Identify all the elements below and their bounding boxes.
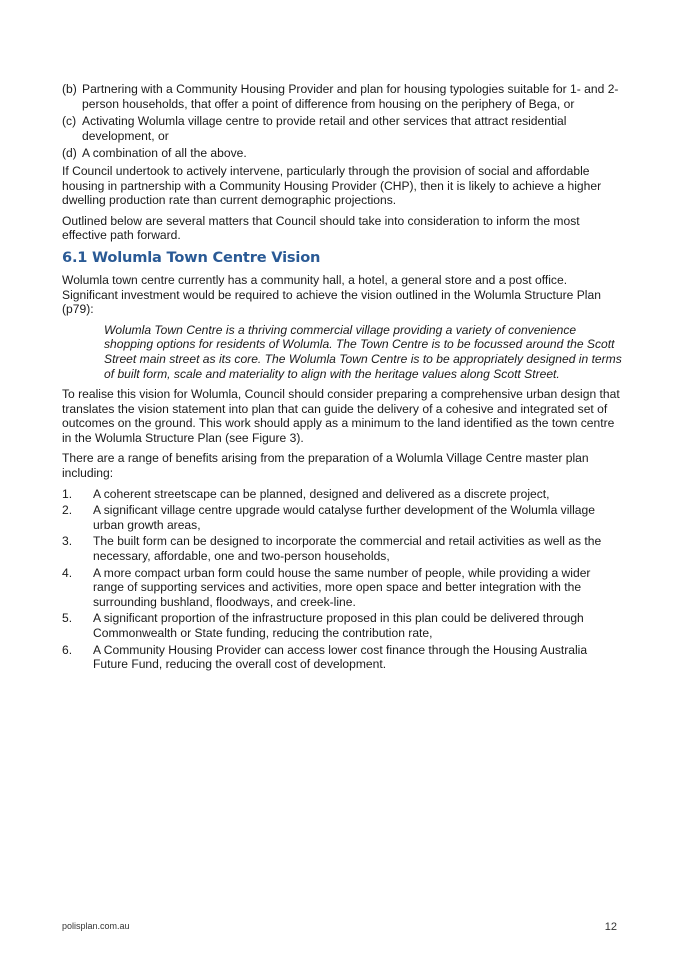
list-marker: 2. — [62, 503, 73, 518]
list-item-text: A combination of all the above. — [82, 146, 247, 161]
paragraph-benefits: There are a range of benefits arising from the preparation of a Wolumla Village Centre master plan including: — [62, 451, 589, 481]
section-title: Wolumla Town Centre Vision — [92, 248, 321, 266]
list-marker: 1. — [62, 486, 73, 501]
list-item-text: A Community Housing Provider can access lower cost finance through the Housing Australia Future Fund, reducing the overall cost of development. — [93, 642, 588, 672]
list-marker: (b) — [62, 82, 77, 96]
list-item — [62, 566, 622, 610]
list-item-text: A significant village centre upgrade would catalyse further development of the Wolumla village urban growth areas, — [93, 503, 595, 532]
list-item-text: A significant proportion of the infrastructure proposed in this plan could be delivered through Commonwealth or State funding, reducing the contribution rate, — [93, 611, 584, 640]
vision-quote: Wolumla Town Centre is a thriving commercial village providing a variety of convenience shopping options for residents of Wolumla. The Town Centre is to be focussed around the Scott Street main street as its core. The Wolumla Town Centre is to be appropriately designed in terms of built form, scale and materiality to align with the heritage values along Scott Street. — [104, 322, 622, 381]
list-item — [62, 503, 622, 532]
paragraph-outline: Outlined below are several matters that Council should take into consideration to inform the most effective path forward. — [62, 213, 580, 243]
list-item — [62, 146, 622, 161]
list-item-text: A coherent streetscape can be planned, designed and delivered as a discrete project, — [93, 486, 550, 501]
list-item — [62, 611, 622, 640]
options-list — [62, 82, 622, 161]
list-item — [62, 534, 622, 563]
benefits-list — [62, 487, 622, 672]
footer-website: polisplan.com.au — [62, 921, 130, 931]
paragraph-town-centre: Wolumla town centre currently has a community hall, a hotel, a general store and a post office. Significant investment would be required to achieve the vision outlined in the Wolumla Structure Plan (p79): — [62, 272, 601, 317]
section-heading — [62, 249, 622, 267]
list-item — [62, 643, 622, 672]
list-marker: 5. — [62, 611, 73, 626]
list-item-text: The built form can be designed to incorporate the commercial and retail activities as well as the necessary, affordable, one and two-person households, — [93, 534, 602, 564]
list-item — [62, 487, 622, 502]
list-marker: 3. — [62, 534, 73, 549]
list-item-text: Activating Wolumla village centre to provide retail and other services that attract residential development, or — [82, 114, 567, 143]
list-marker: (d) — [62, 146, 77, 161]
list-item-text: Partnering with a Community Housing Provider and plan for housing typologies suitable for 1- and 2-person households, that offer a point of difference from housing on the periphery of Bega, or — [82, 82, 619, 111]
document-page — [62, 82, 622, 674]
page-number: 12 — [604, 921, 617, 933]
section-number: 6.1 — [62, 248, 88, 266]
list-marker: 4. — [62, 565, 73, 580]
list-marker: (c) — [62, 114, 77, 129]
list-item — [62, 114, 622, 143]
paragraph-realise-vision: To realise this vision for Wolumla, Council should consider preparing a comprehensive urban design that translates the vision statement into plan that can guide the delivery of a cohesive and integrated set of outcomes on the ground. This work should apply as a minimum to the land identified as the town centre in the Wolumla Structure Plan (see Figure 3). — [62, 387, 620, 445]
list-marker: 6. — [62, 642, 73, 657]
page-footer — [62, 921, 617, 933]
list-item — [62, 82, 622, 111]
paragraph-intervention: If Council undertook to actively intervene, particularly through the provision of social and affordable housing in partnership with a Community Housing Provider (CHP), then it is likely to achieve a higher dwelling production rate than current demographic projections. — [62, 163, 602, 208]
list-item-text: A more compact urban form could house the same number of people, while providing a wider range of supporting services and activities, more open space and better integration with the surrounding bushland, floodways, and creek-line. — [93, 565, 591, 609]
